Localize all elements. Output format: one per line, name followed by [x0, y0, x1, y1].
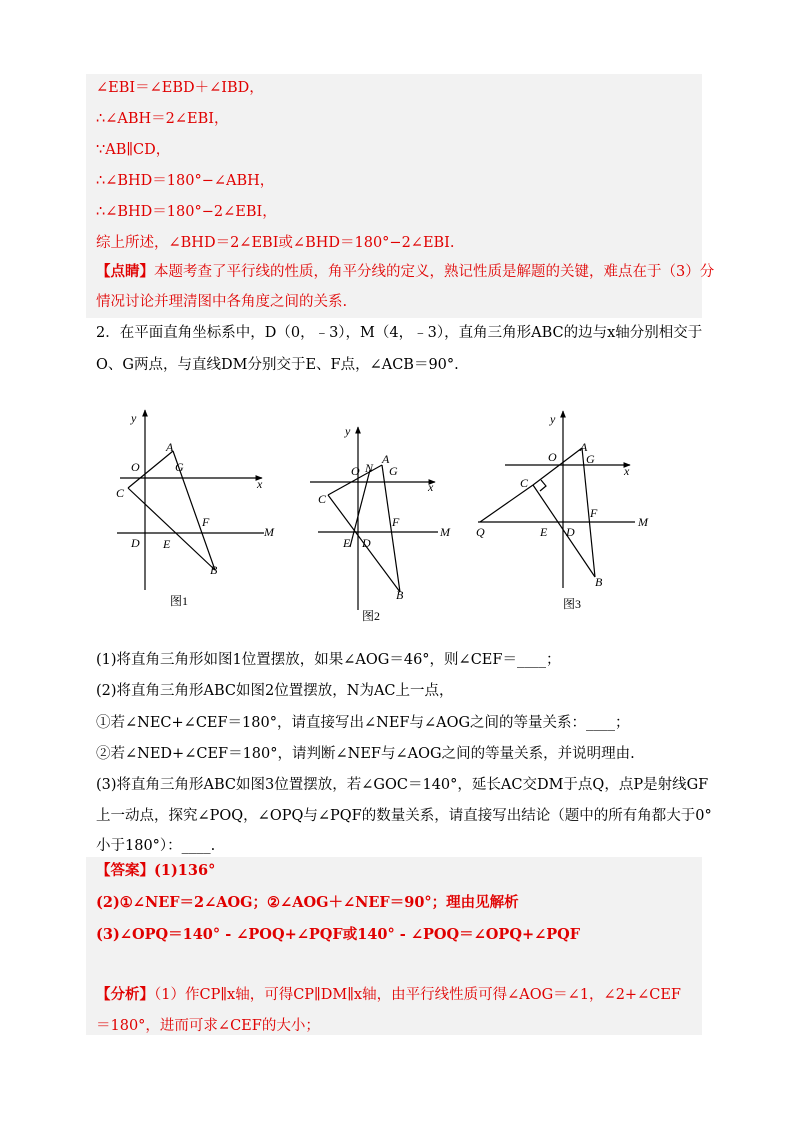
fig3-label-a: A [580, 440, 588, 454]
fig2-label-x: x [428, 480, 434, 494]
answer-line-1 [96, 861, 215, 881]
fig2-label-f: F [392, 515, 400, 529]
solution-line-4: ∴∠BHD＝180°−∠ABH， [96, 173, 275, 189]
fig3-label-d: D [566, 525, 575, 539]
fig1-caption: 图1 [170, 594, 189, 608]
question-1: (1)将直角三角形如图1位置摆放，如果∠AOG＝46°，则∠CEF＝____； [96, 652, 561, 668]
answer-tag: 【答案】 [96, 862, 154, 879]
comment-tag: 【点睛】 [96, 263, 154, 280]
problem-line-2: O、G两点，与直线DM分别交于E、F点，∠ACB＝90°. [96, 357, 459, 373]
question-3-line-1: (3)将直角三角形ABC如图3位置摆放，若∠GOC＝140°，延长AC交DM于点Q，点P是射线GF [96, 777, 709, 793]
fig2-label-y: y [345, 424, 351, 438]
fig2-label-e: E [343, 536, 351, 550]
fig1-label-o: O [131, 460, 140, 474]
fig1-label-m: M [264, 525, 274, 539]
fig3-label-e: E [540, 525, 548, 539]
answer-shade [86, 857, 702, 1035]
fig3-label-y: y [550, 412, 556, 426]
figure-1 [117, 410, 264, 590]
figures-area [100, 395, 700, 630]
analysis-line-1 [96, 985, 681, 1005]
comment-line-1 [96, 262, 714, 282]
answer-1: (1)136° [154, 862, 216, 879]
question-2a: ①若∠NEC+∠CEF＝180°，请直接写出∠NEF与∠AOG之间的等量关系：____； [96, 715, 630, 731]
answer-2: (2)①∠NEF＝2∠AOG；②∠AOG＋∠NEF＝90°；理由见解析 [96, 894, 519, 911]
fig2-label-g: G [389, 464, 398, 478]
comment-line-2: 情况讨论并理清图中各角度之间的关系. [96, 294, 348, 310]
question-2: (2)将直角三角形ABC如图2位置摆放，N为AC上一点， [96, 683, 454, 699]
fig1-label-y: y [131, 411, 137, 425]
solution-line-5: ∴∠BHD＝180°−2∠EBI， [96, 204, 277, 220]
answer-3: (3)∠OPQ＝140° - ∠POQ+∠PQF或140° - ∠POQ＝∠OPQ+∠PQF [96, 926, 581, 943]
fig2-label-b: B [396, 588, 404, 602]
figure-3 [478, 411, 635, 588]
fig1-label-c: C [116, 486, 125, 500]
fig3-label-b: B [595, 575, 603, 589]
question-2b: ②若∠NED+∠CEF＝180°，请判断∠NEF与∠AOG之间的等量关系，并说明理由. [96, 746, 635, 762]
solution-line-2: ∴∠ABH＝2∠EBI， [96, 111, 229, 127]
question-3-line-2: 上一动点，探究∠POQ，∠OPQ与∠PQF的数量关系，请直接写出结论（题中的所有角都大于0° [96, 808, 712, 824]
fig1-label-x: x [257, 477, 263, 491]
fig3-label-q: Q [476, 525, 485, 539]
fig3-caption: 图3 [563, 597, 582, 611]
fig3-label-c: C [520, 476, 529, 490]
fig3-label-o: O [548, 450, 557, 464]
fig1-label-a: A [166, 440, 174, 454]
analysis-text-1: （1）作CP∥x轴，可得CP∥DM∥x轴，由平行线性质可得∠AOG＝∠1，∠2+∠CEF [154, 987, 681, 1003]
fig2-label-m: M [440, 525, 450, 539]
question-3-line-3: 小于180°）：____. [96, 838, 216, 854]
fig3-label-g: G [586, 452, 595, 466]
problem-line-1: 2．在平面直角坐标系中，D（0，﹣3），M（4，﹣3），直角三角形ABC的边与x轴分别相交于 [96, 325, 703, 341]
figure-2 [310, 427, 438, 610]
fig2-label-c: C [318, 492, 327, 506]
fig1-label-b: B [210, 563, 218, 577]
fig3-label-m: M [638, 515, 648, 529]
fig1-label-e: E [163, 537, 171, 551]
analysis-line-2: ＝180°，进而可求∠CEF的大小； [96, 1018, 320, 1034]
fig1-label-d: D [131, 536, 140, 550]
solution-line-1: ∠EBI＝∠EBD＋∠IBD， [96, 80, 264, 96]
fig2-label-o: O [351, 464, 360, 478]
analysis-tag: 【分析】 [96, 986, 154, 1003]
fig1-label-f: F [202, 515, 210, 529]
fig3-label-f: F [590, 506, 598, 520]
solution-line-3: ∵AB∥CD， [96, 142, 171, 158]
solution-line-6: 综上所述，∠BHD＝2∠EBI或∠BHD＝180°−2∠EBI. [96, 235, 455, 251]
fig3-label-x: x [624, 464, 630, 478]
fig1-label-g: G [175, 460, 184, 474]
fig2-caption: 图2 [362, 609, 381, 623]
fig2-label-a: A [382, 452, 390, 466]
fig2-label-d: D [362, 536, 371, 550]
fig2-label-n: N [365, 461, 374, 475]
comment-text-1: 本题考查了平行线的性质，角平分线的定义，熟记性质是解题的关键，难点在于（3）分 [154, 264, 715, 280]
